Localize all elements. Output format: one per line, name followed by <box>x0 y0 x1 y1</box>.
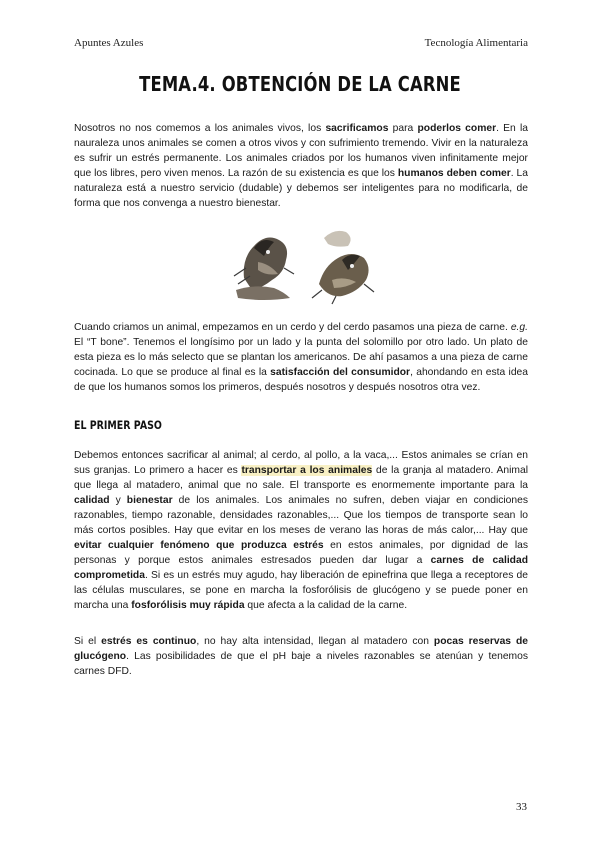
page-number: 33 <box>516 801 527 813</box>
animal-right-illustration <box>312 231 374 304</box>
header-right: Tecnología Alimentaria <box>424 37 528 49</box>
header-left: Apuntes Azules <box>74 37 144 49</box>
section-heading: EL PRIMER PASO <box>74 418 162 432</box>
animals-figure <box>224 218 384 308</box>
paragraph-consumer: Cuando criamos un animal, empezamos en un cerdo y del cerdo pasamos una pieza de carne. e.g. El “T bone”. Tenemos el longísimo por un lado y la punta del solomillo por otro lado. Un plato de esta pieza es lo más selecto que se plantan los americanos. De ahí pasamos a una pieza de carne cocinada. Lo que se produce al final es la satisfacción del consumidor, ahondando en esta idea de que los humanos somos los primeros, después nosotros y después nosotros otra vez. <box>74 322 529 393</box>
paragraph-glycogen: Si el estrés es continuo, no hay alta intensidad, llegan al matadero con pocas reservas de glucógeno. Las posibilidades de que el pH baje a niveles razonables se atenúan y tenemos carnes DFD. <box>74 636 529 677</box>
paragraph-intro: Nosotros no nos comemos a los animales vivos, los sacrificamos para poderlos comer. En la nauraleza unos animales se comen a otros vivos y con sufrimiento tremendo. Vivir en la naturaleza es sufrir un estrés permanente. Los animales criados por los humanos viven infinitamente mejor que los libres, pero viven menos. La razón de su existencia es que los humanos deben comer. La naturaleza está a nuestro servicio (dudable) y debemos ser inteligentes para no modificarla, de forma que nos convenga a nuestro bienestar. <box>74 123 529 209</box>
animal-left-illustration <box>234 238 294 300</box>
paragraph-first-step: Debemos entonces sacrificar al animal; al cerdo, al pollo, a la vaca,... Estos animales se crían en sus granjas. Lo primero a hacer es transportar a los animales de la granja al matadero. Animal que llega al matadero, animal que no sale. El transporte es enormemente importante para la calidad y bienestar de los animales. Los animales no sufren, deben viajar en condiciones razonables, tiempo razonable, densidades razonables,... Que los tiempos de transporte sean lo más cortos posibles. Hay que evitar en los meses de verano las horas de más calor,... Hay que evitar cualquier fenómeno que produzca estrés en estos animales, por dignidad de las personas y porque estos animales estresados pueden dar lugar a carnes de calidad comprometida. Si es un estrés muy agudo, hay liberación de epinefrina que llega a receptores de las células musculares, se pone en marcha la fosforólisis de glucógeno y se puede poner en marcha una fosforólisis muy rápida que afecta a la calidad de la carne. <box>74 450 528 611</box>
highlighted-text: transportar a los animales <box>241 465 373 476</box>
page-title: TEMA.4. OBTENCIÓN DE LA CARNE <box>139 72 461 96</box>
